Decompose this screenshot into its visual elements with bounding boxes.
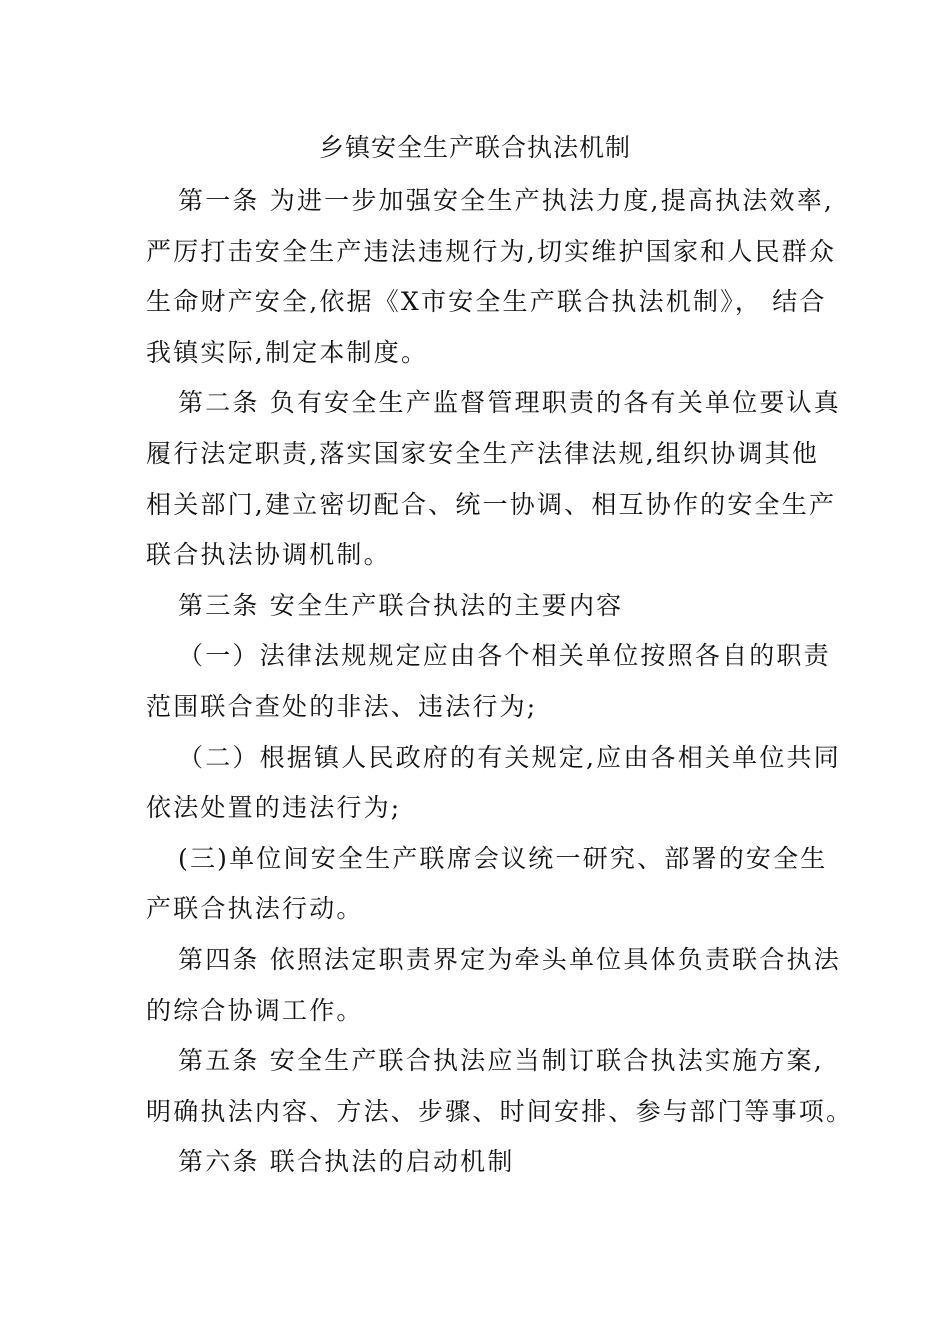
body-line: 明确执法内容、方法、步骤、时间安排、参与部门等事项。	[146, 1096, 854, 1126]
body-line: （一）法律法规规定应由各个相关单位按照各自的职责	[178, 641, 831, 671]
body-line: 第四条 依照法定职责界定为牵头单位具体负责联合执法	[178, 944, 841, 974]
body-line: (三)单位间安全生产联席会议统一研究、部署的安全生	[178, 843, 828, 873]
body-line: 范围联合查处的非法、违法行为;	[146, 691, 538, 721]
body-line: 履行法定职责,落实国家安全生产法律法规,组织协调其他	[146, 438, 820, 468]
body-line: 第三条 安全生产联合执法的主要内容	[178, 590, 624, 620]
body-line: 生命财产安全,依据《X市安全生产联合执法机制》， 结合	[146, 287, 827, 317]
body-line: 相关部门,建立密切配合、统一协调、相互协作的安全生产	[146, 489, 837, 519]
body-line: 第一条 为进一步加强安全生产执法力度,提高执法效率,	[178, 186, 835, 215]
body-line: 第二条 负有安全生产监督管理职责的各有关单位要认真	[178, 388, 841, 418]
body-line: 第五条 安全生产联合执法应当制订联合执法实施方案,	[178, 1046, 824, 1076]
body-line: 依法处置的违法行为;	[146, 793, 402, 823]
document-body	[146, 176, 854, 1188]
body-line: 产联合执法行动。	[146, 894, 364, 924]
body-line: （二）根据镇人民政府的有关规定,应由各相关单位共同	[178, 742, 841, 772]
body-line: 联合执法协调机制。	[146, 540, 391, 570]
body-line: 的综合协调工作。	[146, 995, 364, 1025]
body-line: 严厉打击安全生产违法违规行为,切实维护国家和人民群众	[146, 236, 837, 266]
document-title: 乡镇安全生产联合执法机制	[318, 133, 631, 162]
body-line: 第六条 联合执法的启动机制	[178, 1147, 515, 1177]
body-line: 我镇实际,制定本制度。	[146, 337, 429, 367]
